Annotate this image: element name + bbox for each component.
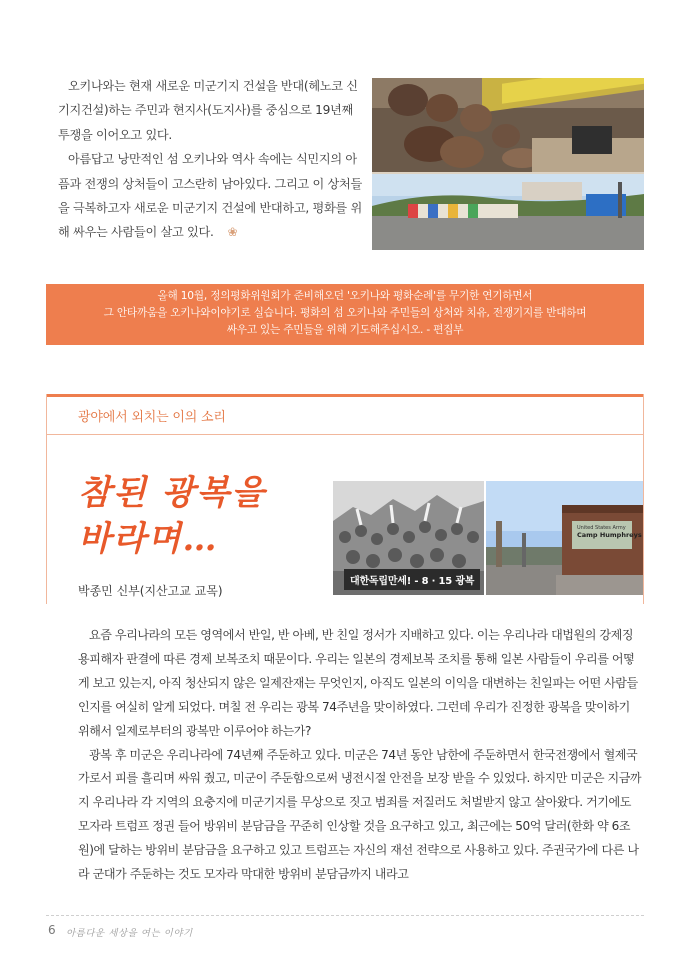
section-left-rule	[46, 394, 47, 604]
sign-text-army: United States Army	[577, 525, 626, 531]
page-number: 6	[48, 923, 56, 937]
intro-paragraph	[58, 147, 364, 245]
body-paragraph: 광복 후 미군은 우리나라에 74년째 주둔하고 있다. 미군은 74년 동안 남한에 주둔하면서 한국전쟁에서 혈제국가로서 피를 흘리며 싸워 줬고, 미군이 주둔함으로써 냉전시절 안전을 보장 받을 수 있었다. 하지만 미군은 지금까지 우리나라 각 지역의 요충지에 미군기지를 무상으로 짓고 범죄를 저질러도 처벌받지 않고 살아왔다. 거기에도 모자라 트럼프 정권 들어 방위비 분담금을 꾸준히 인상할 것을 요구하고 있고, 최근에는 50억 달러(한화 약 6조원)에 달하는 방위비 분담금을 요구하고 있고 트럼프는 자신의 재선 전략으로 사용하고 있다. 주권국가에 다른 나라 군대가 주둔하는 것도 모자라 막대한 방위비 분담금까지 내라고	[78, 747, 642, 882]
notice-line: 그 안타까움을 오키나와이야기로 실습니다. 평화의 섬 오키나와 주민들의 상처와 치유, 전쟁기지를 반대하며	[103, 307, 587, 319]
section-right-rule	[643, 394, 644, 604]
camp-sign-illustration	[486, 481, 643, 595]
editor-notice-box	[46, 284, 644, 345]
section-divider	[46, 434, 644, 435]
body-paragraph: 요즘 우리나라의 모든 영역에서 반일, 반 아베, 반 친일 정서가 지배하고 있다. 이는 우리나라 대법원의 강제징용피해자 판결에 따른 경제 보복조치 때문이다. 우리는 일본의 경제보복 조치를 통해 일본 사람들이 우리를 어떻게 보고 있는지, 아직 청산되지 않은 일제잔재는 무엇인지, 아직도 일본의 이익을 대변하는 친일파는 어떤 사람들인지를 여실히 알게 되었다. 며칠 전 우리는 광복 74주년을 맞이하였다. 그런데 우리가 진정한 광복을 맞이하기 위해서 일제로부터의 광복만 이루어야 하는가?	[78, 628, 638, 738]
okinawa-photo-collage	[372, 78, 644, 250]
notice-line: 올해 10월, 정의평화위원회가 준비해오던 '오키나와 평화순례'를 무기한 연기하면서	[157, 290, 533, 302]
article-headline	[78, 470, 266, 562]
section-top-rule	[46, 394, 644, 397]
sign-text-camp: Camp Humphreys	[577, 531, 642, 539]
article-body	[78, 624, 644, 887]
section-title: 광야에서 외치는 이의 소리	[78, 410, 226, 425]
headline-line: 바라며…	[78, 519, 219, 559]
article-byline: 박종민 신부(지산고교 교목)	[78, 584, 223, 598]
photo-caption: 대한독립만세! - 8 · 15 광복	[344, 569, 480, 590]
headline-line: 참된 광복을	[78, 473, 267, 513]
footer-rule	[46, 915, 644, 916]
notice-line: 싸우고 있는 주민들을 위해 기도해주십시오. - 편집부	[226, 324, 464, 336]
intro-text	[58, 74, 364, 245]
intro-paragraph: 오키나와는 현재 새로운 미군기지 건설을 반대(헤노코 신기지건설)하는 주민과 현지사(도지사)를 중심으로 19년째 투쟁을 이어오고 있다.	[58, 79, 358, 142]
intro-paragraph-text: 아름답고 낭만적인 섬 오키나와 역사 속에는 식민지의 아픔과 전쟁의 상처들이 고스란히 남아있다. 그리고 이 상처들을 극복하고자 새로운 미군기지 건설에 반대하고, 평화를 위해 싸우는 사람들이 살고 있다.	[58, 152, 362, 240]
sprig-icon: ❀	[227, 225, 238, 240]
running-title: 아름다운 세상을 여는 이야기	[66, 928, 193, 939]
camp-humphreys-photo	[486, 481, 643, 595]
okinawa-photo-illustration	[372, 78, 644, 250]
